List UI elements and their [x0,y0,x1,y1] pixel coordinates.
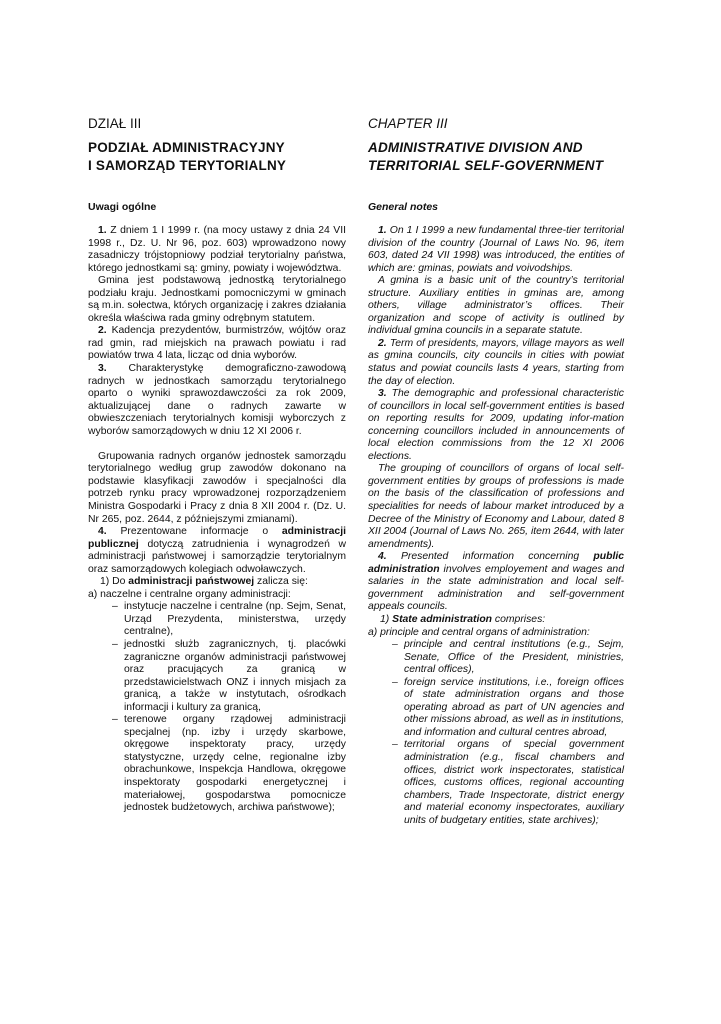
list-item: – foreign service institutions, i.e., foreign offices of state administration organs and those operating abroad as part of UN agencies and other missions abroad, as well as in institutions, and information and cultural centres abroad, [394,677,624,740]
paragraph-text: The demographic and professional characteristic of councillors in local self-government entities is based on reporting results for 2009, updating infor-mation concerning councillors included in announcements of local election commissions from the 12 XI 2006 elections. [368,388,624,462]
list-item: – territorial organs of special government administration (e.g., fiscal chambers and offices, district work inspectorates, statistical offices, customs offices, regional accounting chambers, Trade Inspectorate, district energy and material economy inspectorates, auxiliary units of budgetary entities, state archives); [394,739,624,827]
list-a-label: a) naczelne i centralne organy administracji: [88,588,291,600]
bold-term: administracji państwowej [128,576,255,588]
bold-term: administracji publicznej [88,526,346,550]
chapter-label: CHAPTER III [368,116,448,131]
paragraph-text: Kadencja prezydentów, burmistrzów, wójtów oraz rad gmin, rad miejskich na prawach powiatu i rad powiatów trwa 4 lata, licząc od dnia wyborów. [88,325,346,362]
subsection-text: zalicza się: [254,576,308,588]
subsection-text: 1) Do [100,576,129,588]
paragraph-number: 1. [378,225,387,236]
bold-term: State administration [392,613,493,625]
chapter-title [368,139,603,174]
paragraph-1b: A gmina is a basic unit of the country’s territorial structure. Auxiliary entities in gminas are, among others, village administrator’s offices. Their organization and scope of activity is outlined by individual gmina councils in a separate statute. [368,275,624,337]
chapter-title-line1: ADMINISTRATIVE DIVISION AND [368,140,583,155]
paragraph-number: 4. [378,551,387,563]
chapter-title [88,139,286,174]
chapter-label: DZIAŁ III [88,116,142,131]
list-item: – terenowe organy rządowej administracji specjalnej (np. izby i urzędy skarbowe, okręgowe inspektoraty pracy, urzędy statystyczne, urzędy celne, regionalne izby obrachunkowe, Inspekcja Handlowa, okręgowe inspektoraty gospodarki energetycznej i materiałowej, gospodarstwa pomocnicze jednostek budżetowych, archiwa państwowe); [114,714,346,814]
paragraph-text: dotyczą zatrudnienia i wynagrodzeń w administracji państwowej i samorządzie terytorialnym oraz samorządowych kolegiach odwoławczych. [88,538,346,575]
bold-term: public administration [368,551,625,575]
paragraph-2 [368,338,624,388]
chapter-title-line1: PODZIAŁ ADMINISTRACYJNY [88,140,285,155]
paragraph-4 [368,551,624,614]
paragraph-number: 2. [98,325,107,337]
notes-heading: Uwagi ogólne [88,201,157,213]
paragraph-text: Z dniem 1 I 1999 r. (na mocy ustawy z dnia 24 VII 1998 r., Dz. U. Nr 96, poz. 603) wprowadzono nowy zasadniczy trójstopniowy podział terytorialny państwa, którego jednostkami są: gminy, powiaty i województwa. [88,225,346,274]
paragraph-text: Presented information concerning [400,551,594,563]
dash-list [88,601,346,814]
subsection-1 [88,576,346,589]
dash-list [368,639,624,827]
paragraph-1b: Gmina jest podstawową jednostką terytorialnego podziału kraju. Jednostkami pomocniczymi w gminach są m.in. sołectwa, których organizację i zakres działania określa właściwa rada gminy odrębnym statutem. [88,275,346,324]
paragraph-text: On 1 I 1999 a new fundamental three-tier territorial division of the country (Journal of Laws No. 96, item 603, dated 24 VII 1998) was introduced, the entities of which are: gminas, powiats and voivodships. [368,225,624,274]
paragraph-2 [88,325,346,363]
paragraph-3b: Grupowania radnych organów jednostek samorządu terytorialnego według grup zawodów dokonano na podstawie klasyfikacji zawodów i specjalności dla potrzeb rynku pracy wprowadzonej rozporządzeniem Ministra Gospodarki i Pracy z dnia 8 XII 2004 r. (Dz. U. Nr 265, poz. 2644, z późniejszymi zmianami). [88,450,346,525]
subsection-text: 1) [380,613,393,625]
chapter-title-line2: I SAMORZĄD TERYTORIALNY [88,157,287,173]
subsection-1 [368,614,624,627]
paragraph-1 [88,225,346,275]
paragraph-text: Prezentowane informacje o [120,526,282,538]
paragraph-text: involves employement and wages and salaries in the state administration and local self-government administration and self-government appeals councils. [368,563,624,613]
paragraph-3b: The grouping of councillors of organs of local self-government entities by groups of professions is made on the basis of the classification of professions and specialities for needs of labour market introduced by a Decree of the Ministry of Economy and Labour, dated 8 XII 2004 (Journal of Laws No. 265, item 2644, with later amendments). [368,463,624,550]
paragraph-text: Term of presidents, mayors, village mayors as well as gmina councils, city councils in cities with powiat status and powiat councils lasts 4 years, starting from the day of election. [368,337,624,387]
paragraph-4 [88,526,346,576]
paragraph-number: 4. [98,526,107,538]
paragraph-number: 2. [378,337,387,349]
paragraph-text: Charakterystykę demograficzno-zawodową radnych w jednostkach samorządu terytorialnego oparto o wyniki sprawozdawczości za rok 2009, aktualizującej dane o radnych zawarte w obwieszczeniach terytorialnych komisji wyborczych z wyborów samorządowych w dniu 12 XI 2006 r. [88,363,347,437]
list-item: – jednostki służb zagranicznych, tj. placówki zagraniczne organów administracji państwowej oraz pracujących za granicą w przedstawicielstwach ONZ i innych misjach za granicą, a także w instytutach, ośrodkach informacji i kultury za granicą, [114,639,346,714]
list-a-label: a) principle and central organs of administration: [368,626,590,638]
paragraph-number: 3. [98,363,107,375]
chapter-title-line2: TERRITORIAL SELF-GOVERNMENT [368,157,604,173]
paragraph-3 [88,363,346,438]
paragraph-3 [368,388,624,463]
paragraph-1 [368,225,624,275]
list-item: – instytucje naczelne i centralne (np. Sejm, Senat, Urząd Prezydenta, ministerstwa, urzędy centralne), [114,601,346,639]
paragraph-number: 3. [378,388,387,400]
list-item: – principle and central institutions (e.g., Sejm, Senate, Office of the President, ministries, central offices), [394,639,624,677]
body-text [88,225,346,815]
notes-heading: General notes [368,201,439,213]
subsection-text: comprises: [492,613,546,625]
paragraph-number: 1. [98,225,107,236]
body-text [368,225,624,827]
